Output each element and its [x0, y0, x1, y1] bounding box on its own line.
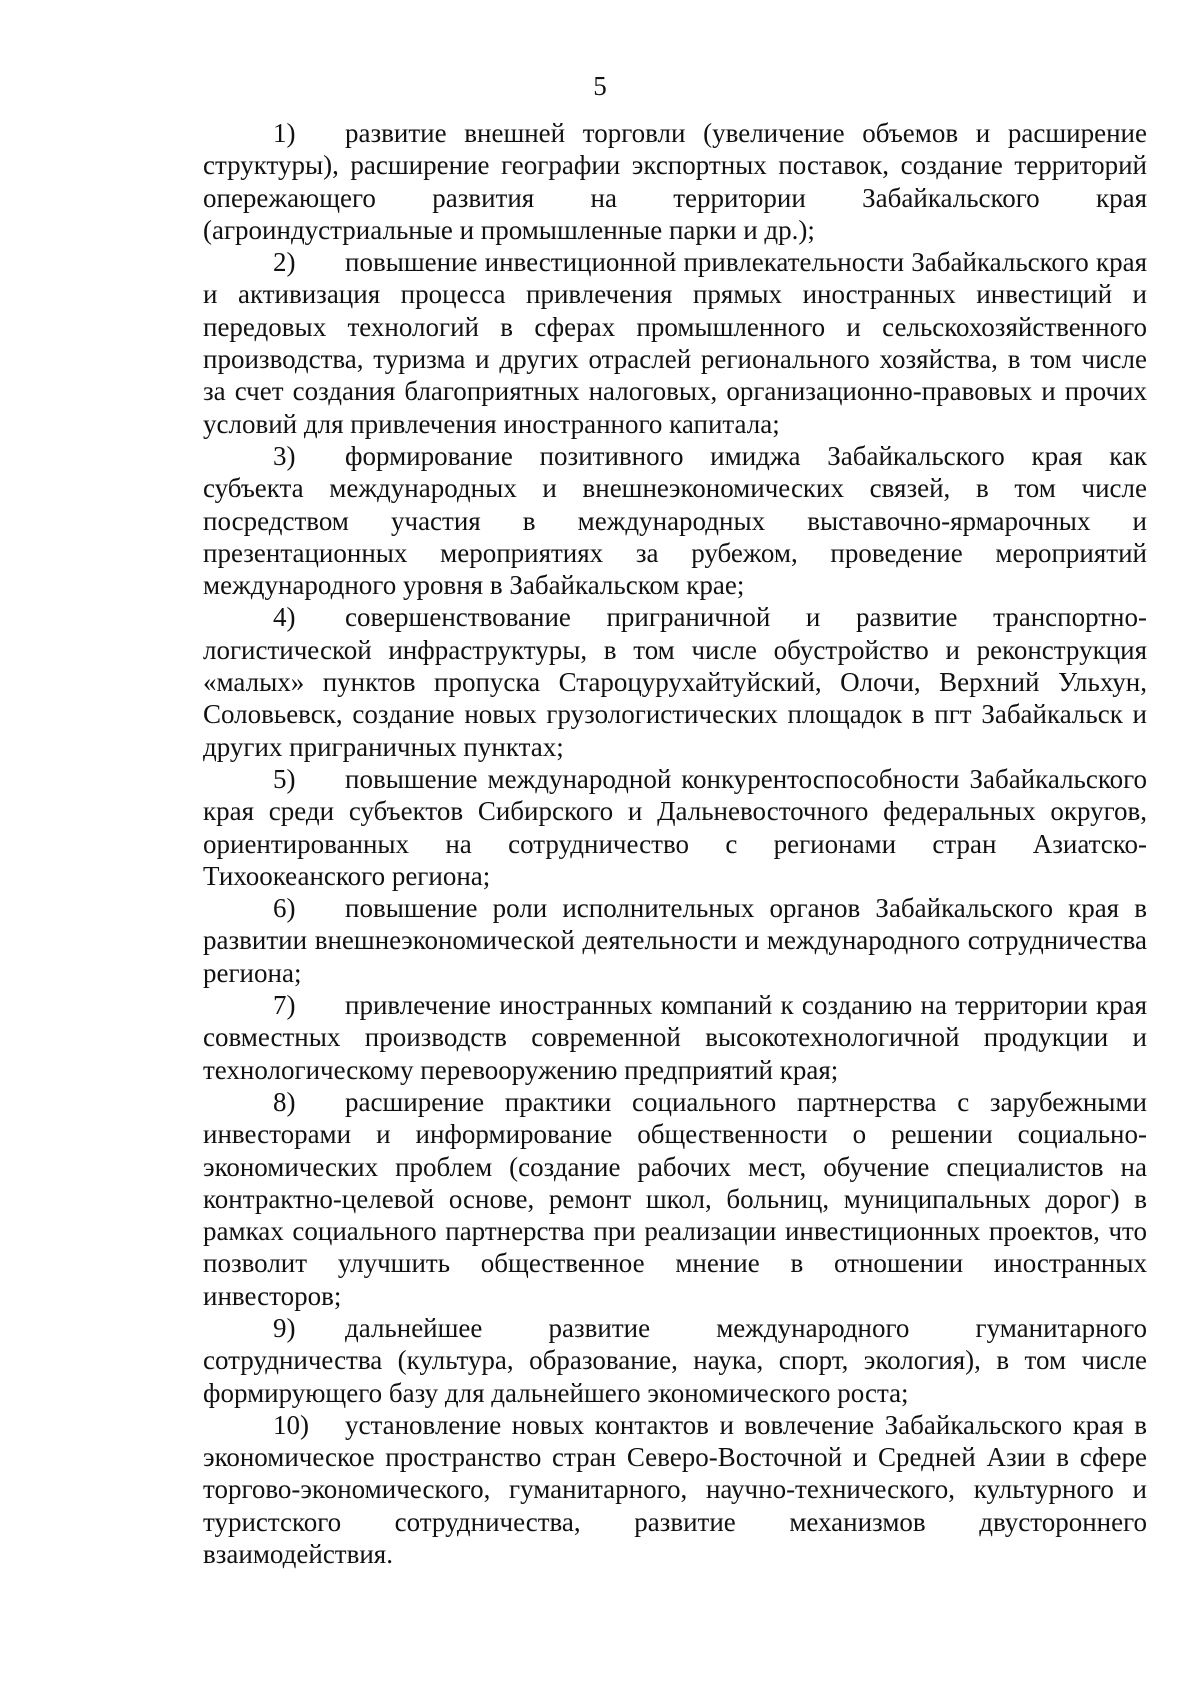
list-item-text: повышение международной конкурентоспособности Забайкальского края среди субъектов Сибирского и Дальневосточного федеральных округов, ориентированных на сотрудничество с регионами стран Азиатско-Тихоокеанского региона; [203, 763, 1147, 891]
list-item-text: привлечение иностранных компаний к созданию на территории края совместных производств современной высокотехнологичной продукции и технологическому перевооружению предприятий края; [203, 990, 1147, 1085]
list-item-6 [203, 892, 1147, 989]
list-item-4 [203, 601, 1147, 762]
list-item-number: 4) [273, 602, 296, 633]
list-item-8 [203, 1086, 1147, 1312]
list-item-2 [203, 246, 1147, 440]
list-item-5 [203, 763, 1147, 892]
document-body [203, 117, 1147, 1570]
list-item-number: 6) [273, 893, 296, 924]
list-item-number: 9) [273, 1312, 296, 1343]
list-item-text: расширение практики социального партнерства с зарубежными инвесторами и информирование общественности о решении социально-экономических проблем (создание рабочих мест, обучение специалистов на контрактно-целевой основе, ремонт школ, больниц, муниципальных дорог) в рамках социального партнерства при реализации инвестиционных проектов, что позволит улучшить общественное мнение в отношении иностранных инвесторов; [203, 1086, 1147, 1311]
list-item-text: формирование позитивного имиджа Забайкальского края как субъекта международных и внешнеэкономических связей, в том числе посредством участия в международных выставочно-ярмарочных и презентационных мероприятиях за рубежом, проведение мероприятий международного уровня в Забайкальском крае; [203, 440, 1147, 601]
list-item-3 [203, 440, 1147, 601]
list-item-number: 3) [273, 440, 296, 471]
list-item-number: 1) [273, 118, 296, 148]
list-item-number: 10) [273, 1409, 309, 1440]
list-item-7 [203, 989, 1147, 1086]
list-item-text: установление новых контактов и вовлечение Забайкальского края в экономическое пространство стран Северо-Восточной и Средней Азии в сфере торгово-экономического, гуманитарного, научно-технического, культурного и туристского сотрудничества, развитие механизмов двустороннего взаимодействия. [203, 1409, 1147, 1570]
list-item-1 [203, 117, 1147, 246]
list-item-text: повышение инвестиционной привлекательности Забайкальского края и активизация процесса привлечения прямых иностранных инвестиций и передовых технологий в сферах промышленного и сельскохозяйственного производства, туризма и других отраслей регионального хозяйства, в том числе за счет создания благоприятных налоговых, организационно-правовых и прочих условий для привлечения иностранного капитала; [203, 247, 1147, 439]
list-item-number: 8) [273, 1086, 296, 1117]
page-number: 5 [593, 71, 607, 101]
list-item-9 [203, 1312, 1147, 1409]
list-item-text: совершенствование приграничной и развитие транспортно-логистической инфраструктуры, в том числе обустройство и реконструкция «малых» пунктов пропуска Староцурухайтуйский, Олочи, Верхний Ульхун, Соловьевск, создание новых грузологистических площадок в пгт Забайкальск и других приграничных пунктах; [203, 602, 1147, 762]
list-item-10 [203, 1409, 1147, 1570]
list-item-number: 5) [273, 763, 296, 794]
list-item-text: повышение роли исполнительных органов Забайкальского края в развитии внешнеэкономической деятельности и международного сотрудничества региона; [203, 893, 1147, 988]
list-item-number: 7) [273, 990, 296, 1021]
list-item-number: 2) [273, 247, 296, 278]
list-item-text: дальнейшее развитие международного гуманитарного сотрудничества (культура, образование, наука, спорт, экология), в том числе формирующего базу для дальнейшего экономического роста; [203, 1312, 1147, 1408]
list-item-text: развитие внешней торговли (увеличение объемов и расширение структуры), расширение географии экспортных поставок, создание территорий опережающего развития на территории Забайкальского края (агроиндустриальные и промышленные парки и др.); [203, 118, 1147, 245]
